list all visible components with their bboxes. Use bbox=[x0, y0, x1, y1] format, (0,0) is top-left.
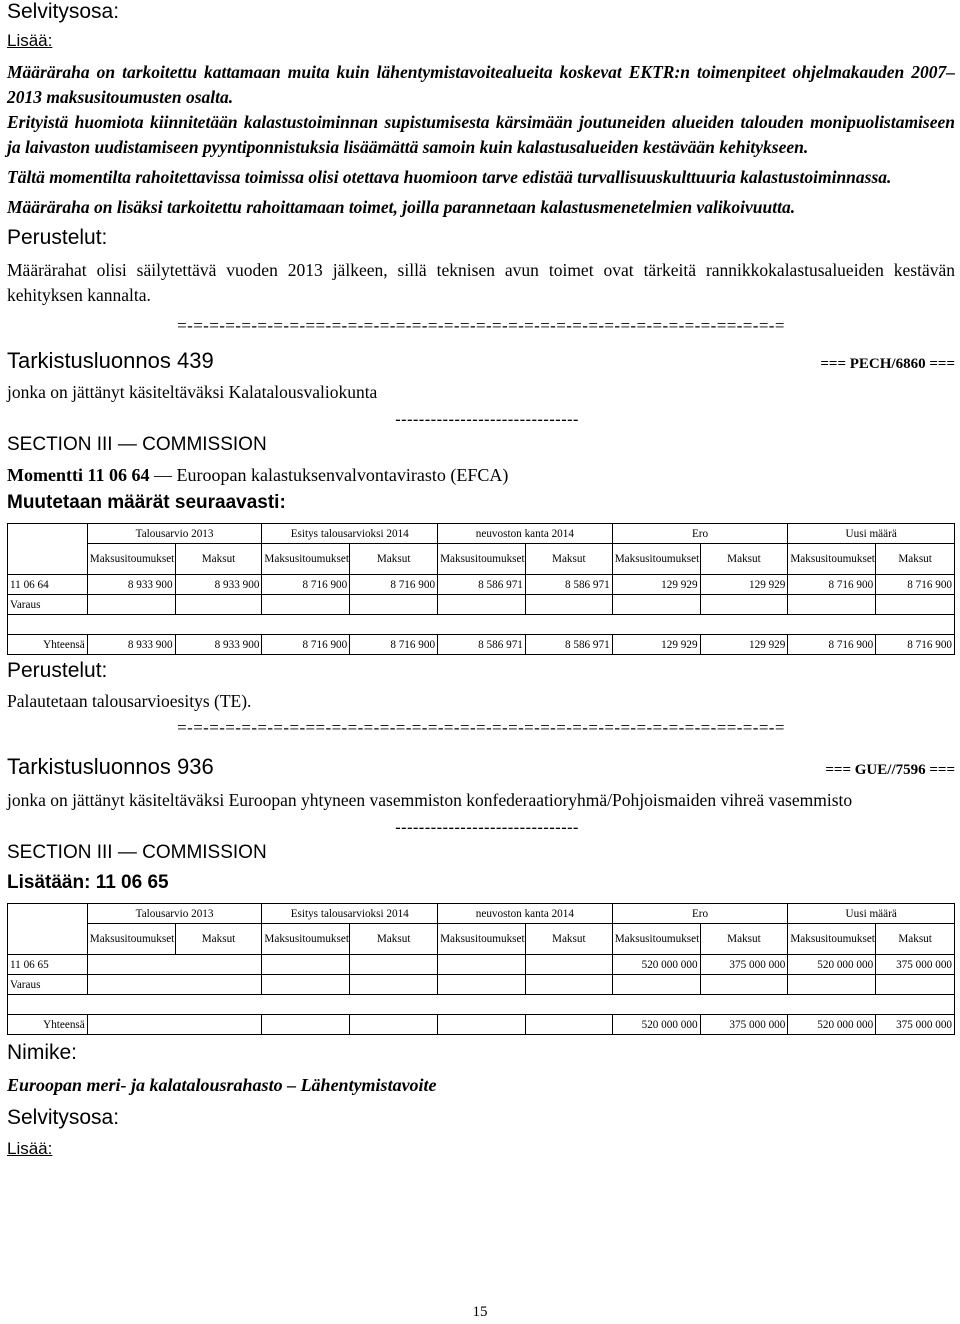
tabled-by: jonka on jättänyt käsiteltäväksi Euroopan yhtyneen vasemmiston konfederaatioryhmä/Pohjoismaiden vihreä vasemmisto bbox=[7, 790, 853, 810]
amendment-title: Tarkistusluonnos 439 bbox=[7, 348, 214, 373]
selvitysosa-heading: Selvitysosa: bbox=[7, 0, 120, 23]
lisaa-label: Lisää: bbox=[7, 1139, 53, 1158]
table-cell bbox=[87, 975, 262, 995]
table-subheader: Maksusitoumukset bbox=[612, 924, 700, 955]
table-group-header: Esitys talousarvioksi 2014 bbox=[262, 524, 438, 544]
table-cell: 520 000 000 bbox=[612, 955, 700, 975]
separator-line: =-=-=-=-=-=-=-=-==-=-=-=-=-=-=-=-=-=-=-=-=-=-=-=-=-=-=-=-=-=-=-=-=-==-=-=-= bbox=[177, 316, 785, 335]
table-subheader: Maksut bbox=[700, 924, 788, 955]
amendment-title: Tarkistusluonnos 936 bbox=[7, 754, 214, 779]
table-subheader: Maksusitoumukset bbox=[262, 924, 350, 955]
tabled-by: jonka on jättänyt käsiteltäväksi Kalatalousvaliokunta bbox=[7, 382, 378, 402]
table-subheader: Maksusitoumukset bbox=[788, 924, 876, 955]
amendment-ref: === PECH/6860 === bbox=[820, 356, 955, 372]
table-cell: 8 933 900 bbox=[175, 635, 262, 655]
amendment-header bbox=[7, 754, 955, 780]
table-cell bbox=[262, 975, 350, 995]
amendment-ref: === GUE//7596 === bbox=[825, 762, 955, 778]
table-group-header: neuvoston kanta 2014 bbox=[438, 904, 613, 924]
table-subheader: Maksut bbox=[525, 544, 612, 575]
table-cell bbox=[438, 595, 526, 615]
table-cell bbox=[87, 955, 262, 975]
table-cell bbox=[262, 1015, 350, 1035]
table-spacer-row bbox=[8, 995, 955, 1015]
perustelut-heading: Perustelut: bbox=[7, 659, 108, 682]
table-subheader: Maksusitoumukset bbox=[438, 544, 526, 575]
table-cell: 375 000 000 bbox=[700, 1015, 788, 1035]
dash-line: ------------------------------- bbox=[395, 819, 579, 836]
table-cell bbox=[350, 975, 438, 995]
table-cell: 129 929 bbox=[612, 575, 700, 595]
row-label: 11 06 65 bbox=[8, 955, 88, 975]
table-group-header: Uusi määrä bbox=[788, 904, 955, 924]
table-cell bbox=[525, 595, 612, 615]
table-cell bbox=[788, 595, 876, 615]
table-cell: 8 716 900 bbox=[788, 635, 876, 655]
perustelut-text: Määrärahat olisi säilytettävä vuoden 2013 jälkeen, sillä teknisen avun toimet ovat tärkeitä rannikkokalastusalueiden kestävän kehityksen kannalta. bbox=[7, 260, 955, 305]
section-heading: SECTION III — COMMISSION bbox=[7, 842, 267, 863]
table-cell: 129 929 bbox=[700, 575, 788, 595]
table-cell bbox=[262, 595, 350, 615]
table-cell bbox=[175, 595, 262, 615]
table-subheader: Maksusitoumukset bbox=[87, 544, 175, 575]
table-cell: 8 716 900 bbox=[262, 635, 350, 655]
table-group-header: Esitys talousarvioksi 2014 bbox=[262, 904, 438, 924]
explanation-paragraph: Tältä momentilta rahoitettavissa toimissa olisi otettava huomioon tarve edistää turvallisuuskulttuuria kalastustoiminnassa. bbox=[7, 167, 892, 187]
amendment-header bbox=[7, 348, 955, 374]
table-subheader: Maksut bbox=[175, 544, 262, 575]
table-cell: 8 716 900 bbox=[788, 575, 876, 595]
table-cell: 8 933 900 bbox=[87, 635, 175, 655]
table-cell: 8 933 900 bbox=[175, 575, 262, 595]
table-cell bbox=[438, 1015, 526, 1035]
table-cell: 375 000 000 bbox=[876, 1015, 955, 1035]
separator-line: =-=-=-=-=-=-=-=-==-=-=-=-=-=-=-=-=-=-=-=-=-=-=-=-=-=-=-=-=-=-=-=-=-==-=-=-= bbox=[177, 718, 785, 737]
table-subheader-row bbox=[8, 924, 955, 955]
table-spacer-cell bbox=[8, 615, 955, 635]
row-label: Yhteensä bbox=[8, 635, 88, 655]
table-subheader: Maksusitoumukset bbox=[438, 924, 526, 955]
dash-line: ------------------------------- bbox=[395, 411, 579, 428]
table-subheader: Maksut bbox=[175, 924, 262, 955]
table-cell: 8 716 900 bbox=[350, 635, 438, 655]
table-row bbox=[8, 635, 955, 655]
table-cell: 129 929 bbox=[700, 635, 788, 655]
table-group-header: Ero bbox=[612, 524, 788, 544]
table-cell bbox=[700, 595, 788, 615]
action-line: Muutetaan määrät seuraavasti: bbox=[7, 492, 286, 513]
table-cell: 8 716 900 bbox=[876, 575, 955, 595]
table-subheader: Maksusitoumukset bbox=[788, 544, 876, 575]
nimike-heading: Nimike: bbox=[7, 1041, 78, 1064]
page-number: 15 bbox=[472, 1304, 488, 1320]
table-group-header: Talousarvio 2013 bbox=[87, 904, 262, 924]
perustelut-text: Palautetaan talousarvioesitys (TE). bbox=[7, 691, 252, 711]
section-heading: SECTION III — COMMISSION bbox=[7, 434, 267, 455]
perustelut-heading: Perustelut: bbox=[7, 226, 108, 249]
table-cell bbox=[876, 975, 955, 995]
table-cell bbox=[700, 975, 788, 995]
table-subheader: Maksut bbox=[700, 544, 788, 575]
explanation-paragraph: Erityistä huomiota kiinnitetään kalastustoiminnan supistumisesta kärsimään joutuneiden alueiden talouden monipuolistamiseen ja laivaston uudistamiseen pyyntiponnistuksia lisäämättä samoin kuin kalastusalueiden kestävään kehitykseen. bbox=[7, 112, 955, 157]
document-page bbox=[7, 0, 955, 1160]
table-cell: 520 000 000 bbox=[788, 955, 876, 975]
table-cell bbox=[525, 1015, 612, 1035]
table-group-header: Ero bbox=[612, 904, 788, 924]
table-subheader: Maksut bbox=[350, 924, 438, 955]
nimike-text: Euroopan meri- ja kalatalousrahasto – Lähentymistavoite bbox=[7, 1075, 437, 1095]
table-cell bbox=[350, 955, 438, 975]
row-label: Yhteensä bbox=[8, 1015, 88, 1035]
table-cell bbox=[262, 955, 350, 975]
table-cell: 8 716 900 bbox=[876, 635, 955, 655]
table-cell: 8 586 971 bbox=[525, 575, 612, 595]
table-cell bbox=[876, 595, 955, 615]
table-row bbox=[8, 955, 955, 975]
table-cell: 8 716 900 bbox=[350, 575, 438, 595]
momentti-name: — Euroopan kalastuksenvalvontavirasto (EFCA) bbox=[149, 465, 509, 485]
table-cell: 8 586 971 bbox=[438, 635, 526, 655]
table-cell: 375 000 000 bbox=[876, 955, 955, 975]
table-cell: 8 586 971 bbox=[438, 575, 526, 595]
table-corner-cell bbox=[8, 904, 88, 955]
table-cell bbox=[612, 975, 700, 995]
table-cell bbox=[438, 975, 526, 995]
table-header-row bbox=[8, 524, 955, 544]
table-cell: 8 586 971 bbox=[525, 635, 612, 655]
table-cell bbox=[438, 955, 526, 975]
table-subheader-row bbox=[8, 544, 955, 575]
budget-table bbox=[7, 903, 955, 1035]
explanation-text bbox=[7, 60, 955, 220]
row-label: 11 06 64 bbox=[8, 575, 88, 595]
table-row bbox=[8, 595, 955, 615]
table-cell bbox=[87, 595, 175, 615]
table-header-row bbox=[8, 904, 955, 924]
selvitysosa-heading: Selvitysosa: bbox=[7, 1106, 120, 1129]
table-subheader: Maksut bbox=[876, 924, 955, 955]
table-cell bbox=[525, 975, 612, 995]
table-subheader: Maksut bbox=[876, 544, 955, 575]
table-cell bbox=[612, 595, 700, 615]
table-cell: 375 000 000 bbox=[700, 955, 788, 975]
momentti-line bbox=[7, 463, 955, 487]
table-subheader: Maksusitoumukset bbox=[262, 544, 350, 575]
table-cell: 520 000 000 bbox=[612, 1015, 700, 1035]
table-cell bbox=[525, 955, 612, 975]
table-row bbox=[8, 575, 955, 595]
budget-table bbox=[7, 523, 955, 655]
table-cell bbox=[788, 975, 876, 995]
table-group-header: Uusi määrä bbox=[788, 524, 955, 544]
table-spacer-row bbox=[8, 615, 955, 635]
table-cell bbox=[87, 1015, 262, 1035]
table-subheader: Maksusitoumukset bbox=[612, 544, 700, 575]
table-subheader: Maksut bbox=[350, 544, 438, 575]
table-corner-cell bbox=[8, 524, 88, 575]
table-cell: 8 933 900 bbox=[87, 575, 175, 595]
momentti-label: Momentti 11 06 64 bbox=[7, 465, 150, 485]
table-cell: 129 929 bbox=[612, 635, 700, 655]
row-label: Varaus bbox=[8, 975, 88, 995]
table-cell bbox=[350, 1015, 438, 1035]
table-cell: 520 000 000 bbox=[788, 1015, 876, 1035]
table-subheader: Maksut bbox=[525, 924, 612, 955]
table-group-header: Talousarvio 2013 bbox=[87, 524, 262, 544]
explanation-paragraph: Määräraha on lisäksi tarkoitettu rahoittamaan toimet, joilla parannetaan kalastusmenetelmien valikoivuutta. bbox=[7, 197, 796, 217]
lisaa-label: Lisää: bbox=[7, 31, 53, 50]
table-subheader: Maksusitoumukset bbox=[87, 924, 175, 955]
table-row bbox=[8, 1015, 955, 1035]
table-cell: 8 716 900 bbox=[262, 575, 350, 595]
table-row bbox=[8, 975, 955, 995]
table-group-header: neuvoston kanta 2014 bbox=[438, 524, 613, 544]
action-line: Lisätään: 11 06 65 bbox=[7, 872, 169, 893]
table-spacer-cell bbox=[8, 995, 955, 1015]
row-label: Varaus bbox=[8, 595, 88, 615]
explanation-paragraph: Määräraha on tarkoitettu kattamaan muita kuin lähentymistavoitealueita koskevat EKTR:n toimenpiteet ohjelmakauden 2007–2013 maksusitoumusten osalta. bbox=[7, 62, 955, 107]
table-cell bbox=[350, 595, 438, 615]
